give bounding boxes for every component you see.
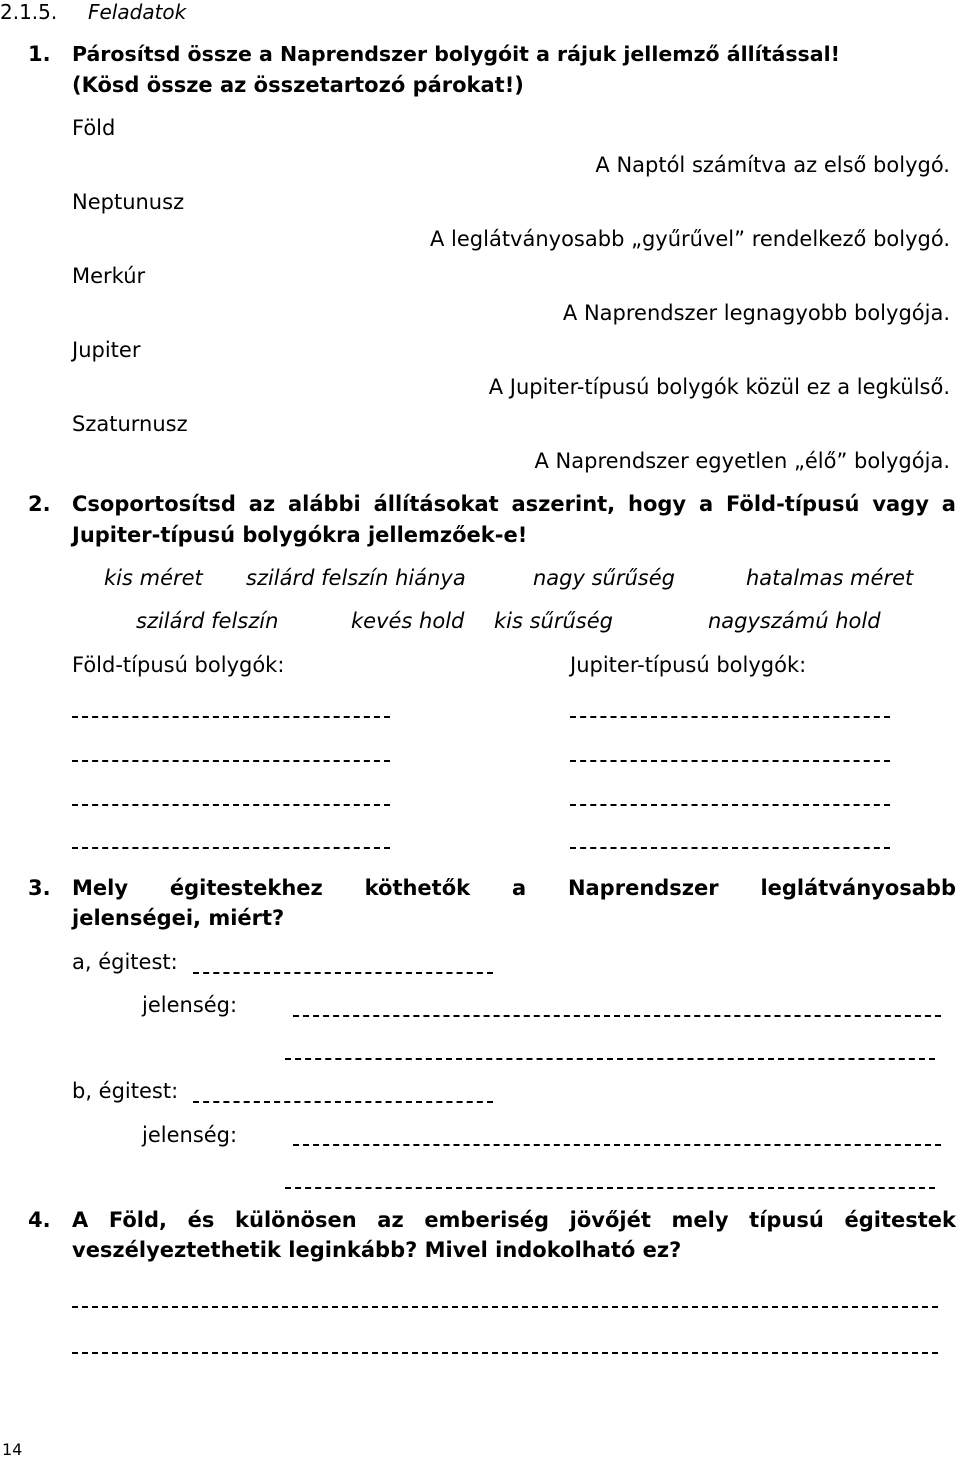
planet-item: Merkúr xyxy=(72,264,146,288)
earth-answer-line[interactable] xyxy=(72,847,390,849)
section-number: 2.1.5. xyxy=(0,0,58,24)
word: vagy xyxy=(872,492,929,516)
task4-instruction-line2: veszélyeztethetik leginkább? Mivel indokolható ez? xyxy=(72,1238,682,1262)
planet-item: Neptunusz xyxy=(72,190,185,214)
task3-number: 3. xyxy=(28,876,51,900)
task1-instruction-line1: Párosítsd össze a Naprendszer bolygóit a rájuk jellemző állítással! xyxy=(72,42,840,66)
task3-instruction-line2: jelenségei, miért? xyxy=(72,906,285,930)
word: égitestekhez xyxy=(169,876,323,900)
term-item: szilárd felszín xyxy=(136,609,279,633)
a-celestial-answer-line[interactable] xyxy=(193,972,493,974)
word: emberiség xyxy=(424,1208,550,1232)
word: égitestek xyxy=(844,1208,956,1232)
a-phenomenon-answer-line[interactable] xyxy=(285,1058,935,1060)
task3-instruction-line1 xyxy=(72,878,956,899)
jupiter-answer-line[interactable] xyxy=(570,847,890,849)
word: Mely xyxy=(72,876,129,900)
a-phenomenon-label: jelenség: xyxy=(142,993,238,1017)
earth-answer-line[interactable] xyxy=(72,716,390,718)
page-number: 14 xyxy=(2,1440,23,1459)
jupiter-type-label: Jupiter-típusú bolygók: xyxy=(570,653,807,677)
task1-number: 1. xyxy=(28,42,51,66)
word: aszerint, xyxy=(511,492,616,516)
statement-item: A Naprendszer egyetlen „élő” bolygója. xyxy=(534,449,950,473)
word: típusú xyxy=(749,1208,824,1232)
earth-type-label: Föld-típusú bolygók: xyxy=(72,653,285,677)
b-celestial-label: b, égitest: xyxy=(72,1079,179,1103)
statement-item: A Jupiter-típusú bolygók közül ez a legkülső. xyxy=(488,375,950,399)
task2-instruction-line2: Jupiter-típusú bolygókra jellemzőek-e! xyxy=(72,523,528,547)
b-celestial-answer-line[interactable] xyxy=(193,1101,493,1103)
section-title: Feladatok xyxy=(88,0,187,24)
statement-item: A Naprendszer legnagyobb bolygója. xyxy=(562,301,950,325)
b-phenomenon-answer-line[interactable] xyxy=(293,1144,941,1146)
word: az xyxy=(248,492,276,516)
word: A xyxy=(72,1208,89,1232)
planet-item: Föld xyxy=(72,116,116,140)
word: mely xyxy=(671,1208,729,1232)
term-item: kis méret xyxy=(104,566,203,590)
term-item: hatalmas méret xyxy=(746,566,914,590)
term-item: kis sűrűség xyxy=(494,609,613,633)
word: különösen xyxy=(235,1208,357,1232)
task2-instruction-line1 xyxy=(72,494,956,515)
jupiter-answer-line[interactable] xyxy=(570,760,890,762)
word: a xyxy=(511,876,527,900)
b-phenomenon-answer-line[interactable] xyxy=(285,1187,935,1189)
word: Csoportosítsd xyxy=(72,492,236,516)
task4-number: 4. xyxy=(28,1208,51,1232)
word: köthetők xyxy=(364,876,471,900)
b-phenomenon-label: jelenség: xyxy=(142,1123,238,1147)
jupiter-answer-line[interactable] xyxy=(570,716,890,718)
term-item: nagy sűrűség xyxy=(533,566,675,590)
word: Naprendszer xyxy=(567,876,719,900)
word: és xyxy=(187,1208,215,1232)
term-item: szilárd felszín hiánya xyxy=(246,566,466,590)
word: Föld-típusú xyxy=(725,492,860,516)
planet-item: Szaturnusz xyxy=(72,412,188,436)
jupiter-answer-line[interactable] xyxy=(570,804,890,806)
a-celestial-label: a, égitest: xyxy=(72,950,178,974)
term-item: kevés hold xyxy=(351,609,465,633)
word: Föld, xyxy=(108,1208,168,1232)
earth-answer-line[interactable] xyxy=(72,760,390,762)
word: a xyxy=(698,492,714,516)
task4-answer-line[interactable] xyxy=(72,1352,938,1354)
word: a xyxy=(941,492,956,516)
word: leglátványosabb xyxy=(760,876,956,900)
task1-instruction-line2: (Kösd össze az összetartozó párokat!) xyxy=(72,73,524,97)
word: alábbi xyxy=(287,492,361,516)
term-item: nagyszámú hold xyxy=(708,609,881,633)
statement-item: A Naptól számítva az első bolygó. xyxy=(595,153,950,177)
word: hogy xyxy=(628,492,687,516)
word: állításokat xyxy=(373,492,499,516)
statement-item: A leglátványosabb „gyűrűvel” rendelkező bolygó. xyxy=(429,227,950,251)
word: az xyxy=(377,1208,404,1232)
task4-instruction-line1 xyxy=(72,1210,956,1231)
earth-answer-line[interactable] xyxy=(72,804,390,806)
task4-answer-line[interactable] xyxy=(72,1306,938,1308)
a-phenomenon-answer-line[interactable] xyxy=(293,1015,941,1017)
planet-item: Jupiter xyxy=(72,338,141,362)
task2-number: 2. xyxy=(28,492,51,516)
word: jövőjét xyxy=(569,1208,651,1232)
